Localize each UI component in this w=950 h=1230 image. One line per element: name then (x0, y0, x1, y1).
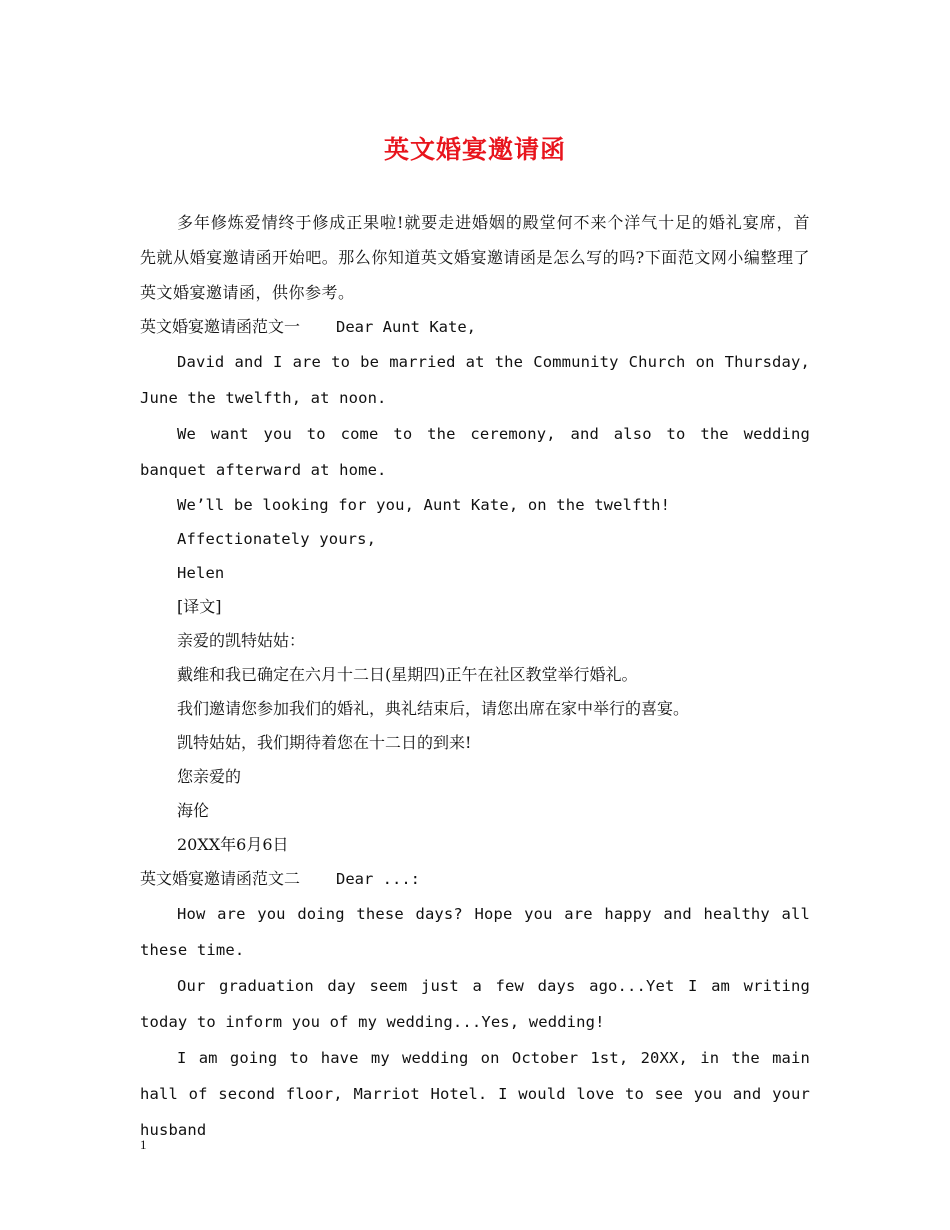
translation-label: [译文] (177, 597, 222, 616)
page-number: 1 (140, 1137, 147, 1152)
cn-para3: 凯特姑姑，我们期待着您在十二日的到来! (177, 733, 472, 752)
sample2-para1: How are you doing these days? Hope you are happy and healthy all these time. (140, 905, 810, 959)
cn-signature: 海伦 (177, 801, 210, 820)
cn-greeting: 亲爱的凯特姑姑： (177, 631, 306, 650)
sample2-para2: Our graduation day seem just a few days ago...Yet I am writing today to inform you of my wedding...Yes, wedding! (140, 977, 810, 1031)
sample1-greeting: Dear Aunt Kate, (336, 318, 476, 336)
cn-para2: 我们邀请您参加我们的婚礼，典礼结束后，请您出席在家中举行的喜宴。 (177, 699, 690, 718)
cn-date: 20XX年6月6日 (177, 835, 289, 854)
cn-closing: 您亲爱的 (177, 767, 242, 786)
sample1-para2: We want you to come to the ceremony, and also to the wedding banquet afterward at home. (140, 425, 810, 479)
sample1-para3: We’ll be looking for you, Aunt Kate, on the twelfth! (177, 496, 671, 514)
document-body (140, 205, 810, 1148)
sample1-signature: Helen (177, 564, 225, 582)
intro-paragraph: 多年修炼爱情终于修成正果啦!就要走进婚姻的殿堂何不来个洋气十足的婚礼宴席，首先就从婚宴邀请函开始吧。那么你知道英文婚宴邀请函是怎么写的吗?下面范文网小编整理了英文婚宴邀请函，供你参考。 (140, 213, 810, 302)
cn-para1: 戴维和我已确定在六月十二日(星期四)正午在社区教堂举行婚礼。 (177, 665, 638, 684)
sample1-closing: Affectionately yours, (177, 530, 377, 548)
sample2-para3: I am going to have my wedding on October 1st, 20XX, in the main hall of second floor, Marriot Hotel. I would love to see you and your husband (140, 1049, 810, 1139)
sample1-para1: David and I are to be married at the Community Church on Thursday, June the twelfth, at noon. (140, 353, 810, 407)
sample1-heading: 英文婚宴邀请函范文一 (140, 317, 301, 336)
sample2-heading-row (140, 862, 810, 896)
sample2-greeting: Dear ...: (336, 870, 421, 888)
sample2-heading: 英文婚宴邀请函范文二 (140, 869, 301, 888)
sample1-heading-row (140, 310, 810, 344)
document-title: 英文婚宴邀请函 (383, 135, 566, 164)
